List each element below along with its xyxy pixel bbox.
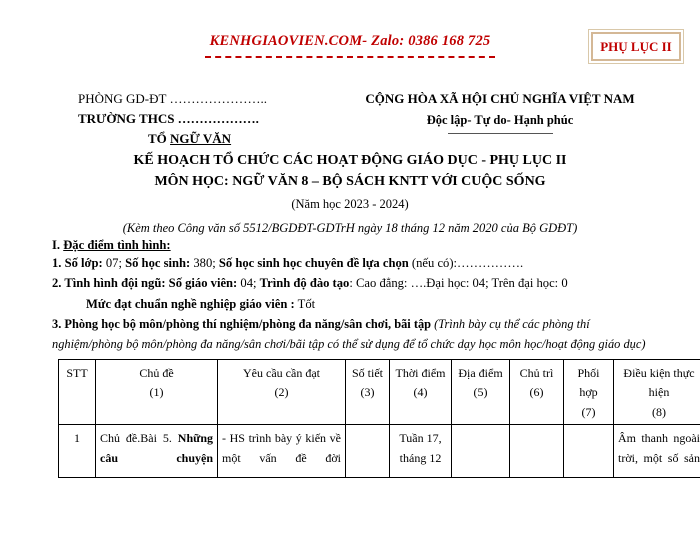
item-3-line	[52, 314, 652, 354]
item-3-note: (Trình bày cụ thể các phòng thí nghiệm/phòng bộ môn/phòng đa năng/sân chơi/bãi tập có thể sử dụng để tổ chức dạy học môn học/hoạt động giáo dục)	[52, 317, 646, 352]
col-header-phoi-hop-label: Phối hợp	[577, 366, 600, 400]
table-header-row	[59, 360, 700, 425]
col-header-stt	[59, 360, 96, 425]
cell-phoi-hop	[564, 425, 614, 478]
item-1-label-1: Số lớp:	[64, 256, 103, 270]
col-header-yeu-cau	[218, 360, 346, 425]
col-header-so-tiet	[346, 360, 390, 425]
col-header-yeu-cau-label: Yêu cầu cần đạt	[243, 366, 320, 380]
item-1-line	[52, 253, 652, 273]
col-header-chu-de	[96, 360, 218, 425]
col-header-thoi-diem	[390, 360, 452, 425]
cell-stt: 1	[59, 425, 96, 478]
subject-title: MÔN HỌC: NGỮ VĂN 8 – BỘ SÁCH KNTT VỚI CUỘC SỐNG	[154, 174, 546, 189]
department-line: PHÒNG GD-ĐT …………………..	[78, 91, 267, 106]
document-title-block	[0, 150, 700, 241]
col-header-phoi-hop	[564, 360, 614, 425]
item-2-label-2: Trình độ đào tạo	[259, 276, 350, 291]
item-2-sub-line	[52, 294, 652, 314]
col-header-dieu-kien-num: (8)	[652, 404, 666, 419]
item-2-number: 2.	[52, 276, 65, 291]
cell-chu-de-bold: Những câu chuyện	[100, 431, 214, 465]
school-line: TRƯỜNG THCS ……………….	[78, 111, 259, 127]
cell-dia-diem	[452, 425, 510, 478]
item-1-value-3: (nếu có):…………….	[408, 256, 524, 270]
col-header-so-tiet-num: (3)	[360, 385, 375, 400]
col-header-yeu-cau-num: (2)	[274, 385, 289, 400]
school-year: (Năm học 2023 - 2024)	[291, 196, 409, 211]
appendix-badge-label: PHỤ LỤC II	[600, 38, 672, 54]
item-1-value-2: 380;	[190, 256, 219, 270]
item-1-value-1: 07;	[102, 256, 126, 270]
item-2-sub-label: Mức đạt chuẩn nghề nghiệp giáo viên :	[86, 296, 295, 311]
cell-chu-de	[96, 425, 218, 478]
item-1-label-2: Số học sinh:	[125, 256, 191, 270]
col-header-dia-diem-label: Địa điểm	[458, 366, 503, 380]
body-content	[52, 238, 652, 354]
cell-so-tiet	[346, 425, 390, 478]
col-header-stt-label: STT	[66, 366, 88, 380]
section-1-title: Đặc điểm tình hình:	[63, 238, 171, 252]
motto-divider	[448, 133, 553, 134]
section-1-number: I.	[52, 238, 64, 252]
cell-thoi-diem: Tuần 17, tháng 12	[390, 425, 452, 478]
activities-table-wrap	[58, 359, 700, 478]
col-header-chu-de-num: (1)	[149, 385, 164, 400]
national-title: CỘNG HÒA XÃ HỘI CHỦ NGHĨA VIỆT NAM	[365, 91, 635, 106]
col-header-chu-tri-num: (6)	[529, 385, 544, 400]
col-header-phoi-hop-num: (7)	[581, 404, 596, 419]
item-2-line	[52, 273, 652, 293]
cell-dieu-kien: Âm thanh ngoài trời, một số sản	[614, 425, 700, 478]
group-line	[78, 129, 348, 149]
group-prefix: TỔ	[148, 131, 171, 147]
col-header-chu-de-label: Chủ đề	[139, 366, 174, 380]
col-header-thoi-diem-num: (4)	[413, 385, 428, 400]
promo-text: KENHGIAOVIEN.COM- Zalo: 0386 168 725	[209, 33, 491, 49]
col-header-chu-tri-label: Chủ trì	[519, 366, 554, 380]
promo-divider	[205, 56, 495, 58]
item-1-number: 1.	[52, 256, 65, 270]
circular-reference: (Kèm theo Công văn số 5512/BGDĐT-GDTrH ngày 18 tháng 12 năm 2020 của Bộ GDĐT)	[122, 221, 578, 236]
appendix-badge	[588, 29, 684, 64]
header-left-block	[78, 89, 348, 149]
item-3-number: 3.	[52, 317, 65, 332]
national-motto: Độc lập- Tự do- Hạnh phúc	[426, 112, 574, 127]
item-2-value-2: : Cao đẳng: ….Đại học: 04; Trên đại học: 0	[349, 276, 568, 291]
appendix-badge-inner	[591, 32, 681, 61]
item-1-label-3: Số học sinh học chuyên đề lựa chọn	[218, 256, 409, 270]
col-header-so-tiet-label: Số tiết	[351, 366, 383, 380]
col-header-dieu-kien	[614, 360, 700, 425]
table-row	[59, 425, 700, 478]
item-2-sub-value: Tốt	[294, 296, 316, 311]
page-title: KẾ HOẠCH TỔ CHỨC CÁC HOẠT ĐỘNG GIÁO DỤC - PHỤ LỤC II	[133, 153, 567, 168]
item-3-label: Phòng học bộ môn/phòng thí nghiệm/phòng đa năng/sân chơi, bãi tập	[64, 317, 432, 332]
col-header-thoi-diem-label: Thời điểm	[395, 366, 446, 380]
activities-table	[58, 359, 700, 478]
item-2-value-1: 04;	[237, 276, 260, 291]
cell-chu-tri	[510, 425, 564, 478]
col-header-dia-diem-num: (5)	[473, 385, 488, 400]
item-2-label-1: Tình hình đội ngũ: Số giáo viên:	[64, 276, 238, 291]
cell-yeu-cau: - HS trình bày ý kiến về một vấn đề đời	[218, 425, 346, 478]
col-header-dia-diem	[452, 360, 510, 425]
col-header-dieu-kien-label: Điều kiện thực hiện	[623, 366, 695, 400]
group-subject: NGỮ VĂN	[170, 131, 232, 147]
header-right-block	[355, 89, 645, 134]
section-1-heading	[52, 238, 652, 253]
cell-chu-de-regular: Chủ đề.Bài 5.	[100, 431, 172, 446]
col-header-chu-tri	[510, 360, 564, 425]
